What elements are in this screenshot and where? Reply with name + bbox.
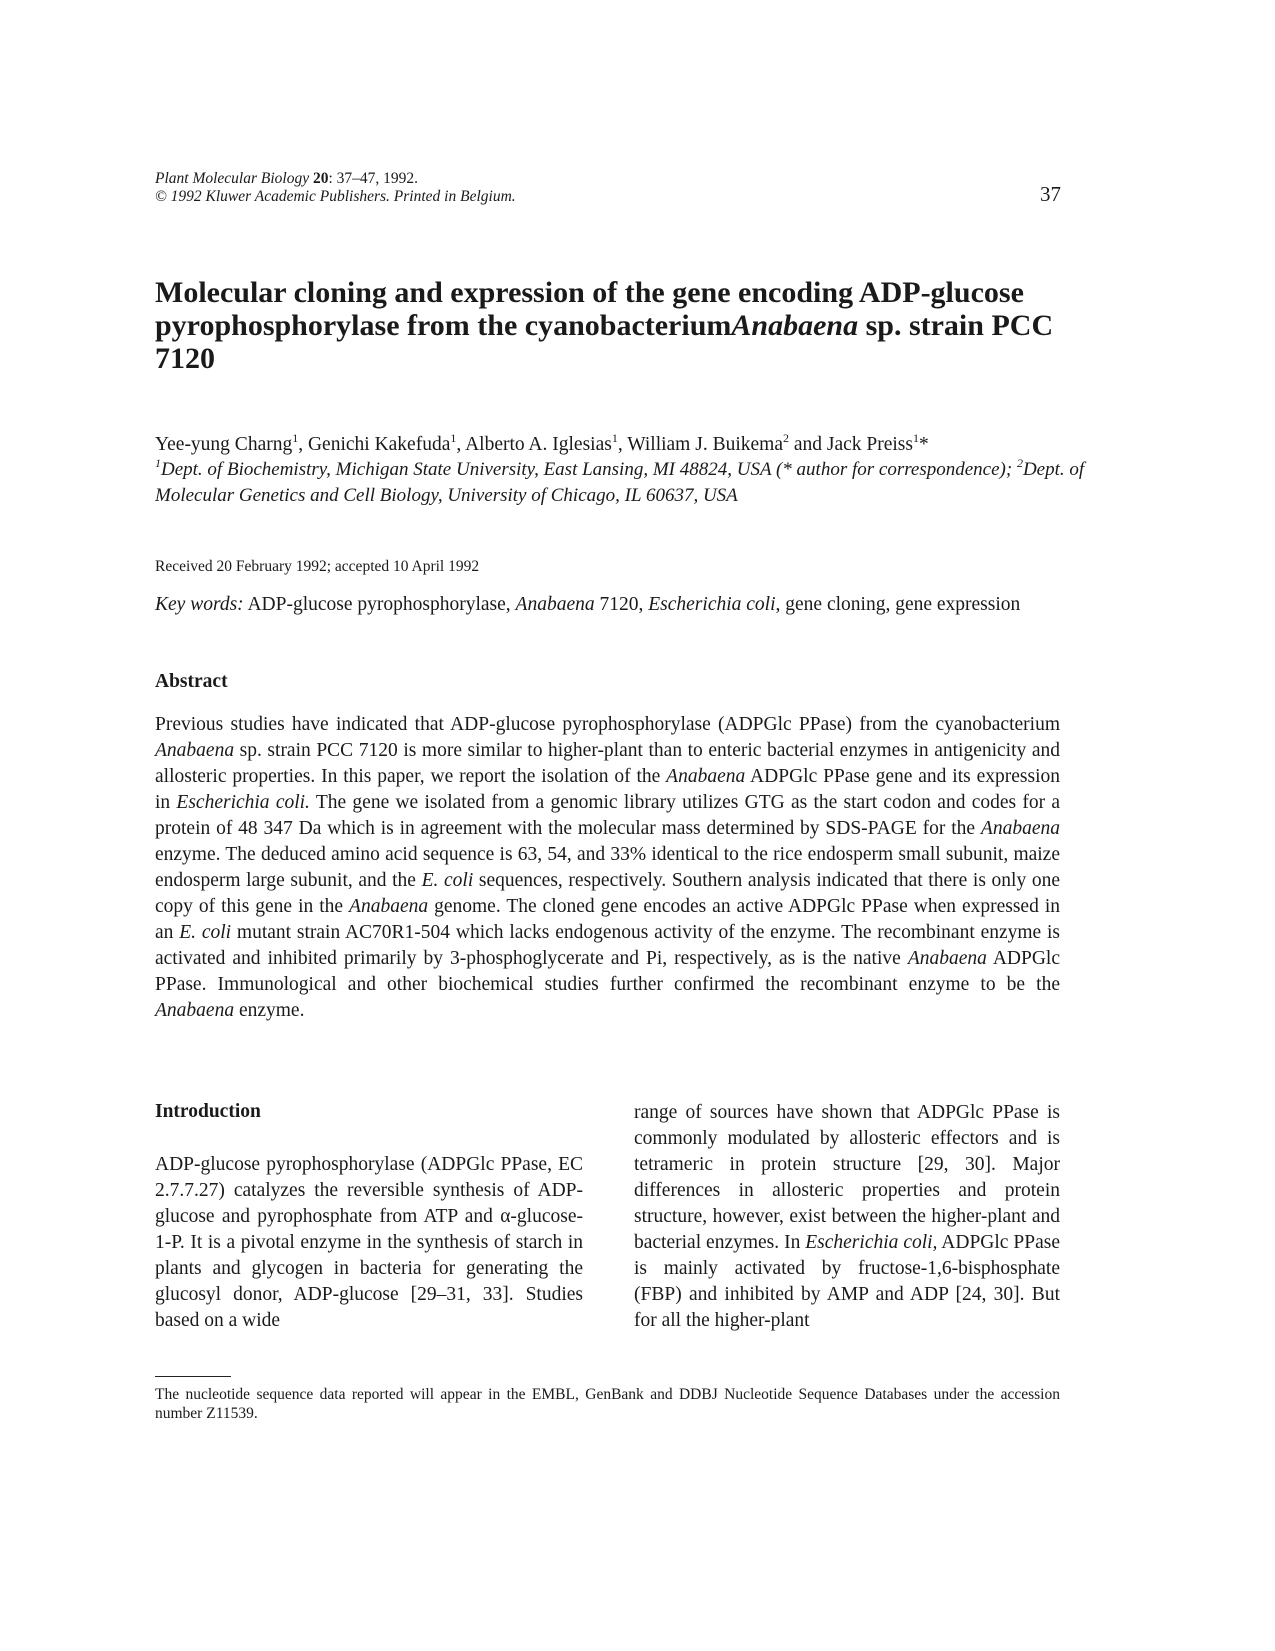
author-affil-mark: 1 [913, 431, 919, 445]
title-part1: Molecular cloning and expression of the gene encoding ADP-glucose pyrophosphorylase from the cyanobacterium [155, 276, 1024, 342]
affiliations [155, 457, 1115, 509]
received-dates: Received 20 February 1992; accepted 10 April 1992 [155, 558, 480, 575]
abstract-text: enzyme. The deduced amino acid sequence is 63, 54, and 33% identical to the rice endosperm small subunit, maize endosperm large subunit, and the [155, 844, 1060, 891]
abstract-italic: E. coli [179, 922, 232, 943]
keywords-italic: Escherichia coli [648, 594, 776, 615]
abstract-text: sp. strain PCC 7120 is more similar to higher-plant than to enteric bacterial enzymes in antigenicity and allosteric properties. In this paper, we report the isolation of the [155, 740, 1060, 787]
affiliation-1: Dept. of Biochemistry, Michigan State University, East Lansing, MI 48824, USA (* author for correspondence); [161, 459, 1017, 480]
intro-text: ADPGlc PPase is mainly activated by fructose-1,6-bisphosphate (FBP) and inhibited by AMP and ADP [24, 30]. But for all the higher-plant [634, 1232, 1060, 1331]
copyright-line: © 1992 Kluwer Academic Publishers. Printed in Belgium. [155, 188, 516, 205]
journal-pages: : 37–47, 1992. [328, 170, 419, 187]
abstract-body [155, 712, 1060, 1024]
intro-text: range of sources have shown that ADPGlc PPase is commonly modulated by allosteric effectors and is tetrameric in protein structure [29, 30]. Major differences in allosteric properties and protein structure, however, exist between the higher-plant and bacterial enzymes. In [634, 1102, 1060, 1253]
author-separator: , [617, 434, 628, 455]
abstract-italic: Anabaena [666, 766, 746, 787]
author-affil-mark: 1 [611, 431, 618, 445]
journal-volume: 20 [312, 170, 329, 187]
author-name: William J. Buikema [627, 434, 783, 455]
author-affil-mark: 1 [450, 431, 457, 445]
abstract-text: enzyme. [234, 1000, 305, 1021]
paper-title [155, 276, 1115, 375]
author-name: Alberto A. Iglesias [465, 434, 612, 455]
abstract-text: genome. The cloned gene encodes an active ADPGlc PPase when expressed in an [155, 896, 1060, 943]
abstract-italic: Anabaena [980, 818, 1060, 839]
journal-name: Plant Molecular Biology [155, 170, 310, 187]
author-name: Genichi Kakefuda [307, 434, 451, 455]
intro-italic: Escherichia coli, [805, 1232, 938, 1253]
author-affil-mark: 2 [782, 431, 789, 445]
abstract-text: ADPGlc PPase gene and its expression in [155, 766, 1060, 813]
abstract-text: sequences, respectively. Southern analysis indicated that there is only one copy of this gene in the [155, 870, 1060, 917]
abstract-italic: Anabaena [349, 896, 429, 917]
footnote-divider [155, 1376, 231, 1377]
abstract-italic: E. coli [421, 870, 474, 891]
affiliation-2: Dept. of Molecular Genetics and Cell Biology, University of Chicago, IL 60637, USA [155, 459, 1085, 506]
affil-mark: 2 [1016, 456, 1023, 470]
introduction-left-column: ADP-glucose pyrophosphorylase (ADPGlc PPase, EC 2.7.7.27) catalyzes the reversible synthesis of ADP-glucose and pyrophosphate from ATP and α-glucose-1-P. It is a pivotal enzyme in the synthesis of starch in plants and glycogen in bacteria for generating the glucosyl donor, ADP-glucose [29–31, 33]. Studies based on a wide [155, 1154, 583, 1331]
keywords-text: ADP-glucose pyrophosphorylase, [243, 594, 516, 615]
journal-header [155, 170, 516, 206]
author-list [155, 432, 1155, 458]
author-affil-mark: 1 [292, 431, 299, 445]
author-separator: and [788, 434, 827, 455]
footnote: The nucleotide sequence data reported will appear in the EMBL, GenBank and DDBJ Nucleotide Sequence Databases under the accession number Z11539. [155, 1386, 1060, 1422]
keywords-italic: Anabaena [515, 594, 595, 615]
title-organism: Anabaena [731, 309, 859, 342]
introduction-right-column [634, 1100, 1060, 1334]
keywords-label: Key words: [155, 594, 244, 615]
keywords [155, 592, 1060, 618]
author-separator: , [456, 434, 466, 455]
abstract-text: mutant strain AC70R1-504 which lacks endogenous activity of the enzyme. The recombinant enzyme is activated and inhibited primarily by 3-phosphoglycerate and Pi, respectively, as is the native [155, 922, 1061, 969]
abstract-text: The gene we isolated from a genomic library utilizes GTG as the start codon and codes for a protein of 48 347 Da which is in agreement with the molecular mass determined by SDS-PAGE for the [155, 792, 1060, 839]
abstract-italic: Anabaena [155, 740, 235, 761]
affil-mark: 1 [155, 456, 161, 470]
abstract-text: Previous studies have indicated that ADP-glucose pyrophosphorylase (ADPGlc PPase) from the cyanobacterium [155, 714, 1060, 735]
introduction-heading: Introduction [155, 1101, 261, 1122]
page-number: 37 [1040, 182, 1061, 206]
title-part2: sp. strain PCC 7120 [155, 309, 1054, 375]
abstract-italic: Escherichia coli. [176, 792, 310, 813]
abstract-italic: Anabaena [155, 1000, 235, 1021]
author-separator: * [919, 434, 929, 455]
keywords-text: 7120, [594, 594, 649, 615]
abstract-italic: Anabaena [907, 948, 987, 969]
author-separator: , [298, 434, 308, 455]
keywords-text: , gene cloning, gene expression [775, 594, 1021, 615]
author-name: Yee-yung Charng [155, 434, 293, 455]
abstract-text: ADPGlc PPase. Immunological and other biochemical studies further confirmed the recombinant enzyme to be the [155, 948, 1061, 995]
abstract-heading: Abstract [155, 671, 228, 692]
author-name: Jack Preiss [826, 434, 913, 455]
